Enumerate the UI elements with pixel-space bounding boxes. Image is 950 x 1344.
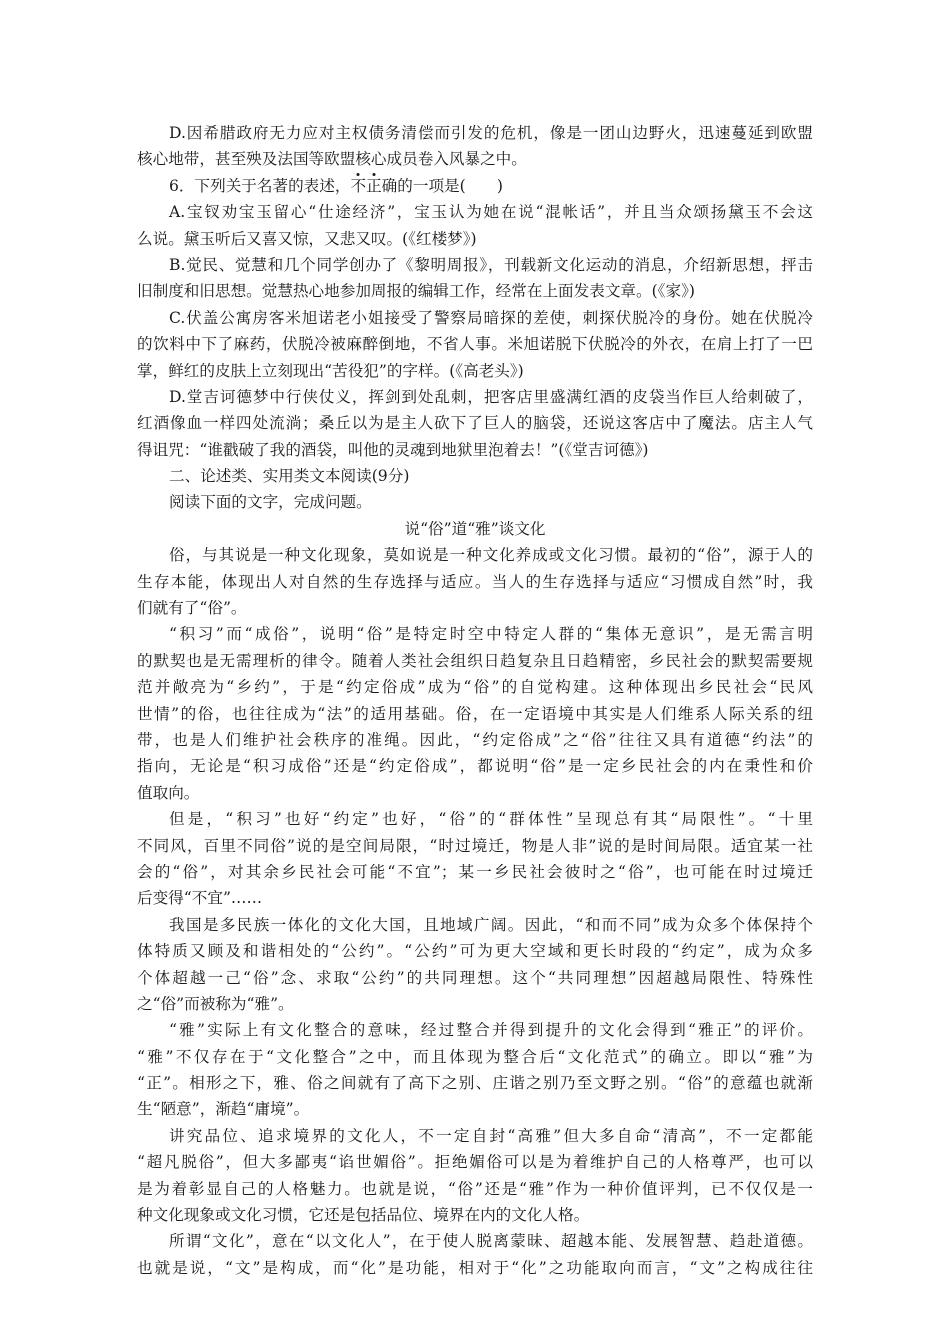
q6-option-c [137, 305, 813, 384]
text-line: 得诅咒：“谁戳破了我的酒袋，叫他的灵魂到地狱里泡着去！”(《堂吉诃德》) [137, 440, 649, 459]
text-line: 体特质又顾及和谐相处的“公约”。“公约”可为更大空域和更长时段的“约定”，成为众多 [137, 942, 813, 961]
article-title: 说“俗”道“雅”谈文化 [404, 519, 546, 538]
section-heading: 二、论述类、实用类文本阅读(9分) [169, 467, 410, 486]
q6-option-b [137, 252, 813, 305]
text-line: 么说。黛玉听后又喜又惊，又悲又叹。(《红楼梦》) [137, 229, 477, 248]
text-line: “积习”而“成俗”，说明“俗”是特定时空中特定人群的“集体无意识”，是无需言明 [169, 625, 813, 644]
text-line: 旧制度和旧思想。觉慧热心地参加周报的编辑工作，经常在上面发表文章。(《家》) [137, 282, 695, 301]
article-paragraph [137, 806, 813, 912]
text-line: “正”。相形之下，雅、俗之间就有了高下之别、庄谐之别乃至文野之别。“俗”的意蕴也就渐 [137, 1074, 813, 1093]
text-line: 值取向。 [137, 783, 200, 802]
text-line: 的默契也是无需理析的律令。随着人类社会组织日趋复杂且日趋精密，乡民社会的默契需要规 [137, 651, 813, 670]
text-line: D.堂吉诃德梦中行侠仗义，挥剑到处乱刺，把客店里盛满红酒的皮袋当作巨人给刺破了， [169, 387, 813, 406]
emphasis-dot-char: 正 [366, 176, 382, 195]
text-line: A.宝钗劝宝玉留心“仕途经济”，宝玉认为她在说“混帐话”，并且当众颂扬黛玉不会这 [169, 203, 813, 222]
text-line: 生存本能，体现出人对自然的生存选择与适应。当人的生存选择与适应“习惯成自然”时，我 [137, 572, 813, 591]
article-paragraph [137, 912, 813, 1018]
article-paragraph [137, 1123, 813, 1229]
q5-option-d [137, 120, 813, 173]
text-line: C.伏盖公寓房客米旭诺老小姐接受了警察局暗探的差使，刺探伏脱冷的身份。她在伏脱冷 [169, 308, 813, 327]
text-line: D.因希腊政府无力应对主权债务清偿而引发的危机，像是一团山边野火，迅速蔓延到欧盟 [169, 124, 813, 142]
text-line: 之“俗”而被称为“雅”。 [137, 994, 294, 1013]
text-line: 我国是多民族一体化的文化大国，且地域广阔。因此，“和而不同”成为众多个体保持个 [169, 915, 813, 934]
text-line: 后变得“不宜”…… [137, 889, 263, 908]
text-line: 核心地带，甚至殃及法国等欧盟核心成员卷入风暴之中。 [137, 150, 527, 169]
text-line: 是为着彰显自己的人格魅力。也就是说，“俗”还是“雅”作为一种价值评判，已不仅仅是一 [137, 1179, 813, 1198]
text-line: 红酒像血一样四处流淌；桑丘以为是主人砍下了巨人的脑袋，还说这客店中了魔法。店主人气 [137, 414, 813, 433]
text-line: 不同风，百里不同俗”说的是空间局限，“时过境迁，物是人非”说的是时间局限。适宜某一社 [137, 836, 813, 855]
text-line: 带，也是人们维护社会秩序的准绳。因此，“约定俗成”之“俗”往往又具有道德“约法”的 [137, 730, 813, 749]
text-line: 种文化现象或文化习惯，它还是包括品位、境界在内的文化人格。 [137, 1206, 590, 1225]
text-line: 世情”的俗，也往往成为“法”的适用基础。俗，在一定语境中其实是人们维系人际关系的纽 [137, 704, 813, 723]
q6-option-a [137, 199, 813, 252]
text-line: “雅”不仅存在于“文化整合”之中，而且体现为整合后“文化范式”的确立。即以“雅”为 [137, 1047, 813, 1066]
text-line: 个体超越一己“俗”念、求取“公约”的共同理想。这个“共同理想”因超越局限性、特殊性 [137, 968, 813, 987]
text-line: 讲究品位、追求境界的文化人，不一定自封“高雅”但大多自命“清高”，不一定都能 [169, 1126, 813, 1145]
text-line: 俗，与其说是一种文化现象，莫如说是一种文化养成或文化习惯。最初的“俗”，源于人的 [169, 546, 813, 565]
text-line: 们就有了“俗”。 [137, 599, 247, 618]
article-paragraph [137, 621, 813, 806]
text-line: 会的“俗”，对其余乡民社会可能“不宜”；某一乡民社会彼时之“俗”，也可能在时过境迁 [137, 862, 813, 881]
article-paragraph [137, 1228, 813, 1281]
q6-stem-text: 6．下列关于名著的表述， [169, 176, 351, 195]
q6-option-d [137, 384, 813, 463]
text-line: 但是，“积习”也好“约定”也好，“俗”的“群体性”呈现总有其“局限性”。“十里 [169, 810, 813, 829]
text-line: 掌，鲜红的皮肤上立刻现出“苦役犯”的字样。(《高老头》) [137, 361, 524, 380]
q6-stem [137, 173, 813, 199]
text-line: 也就是说，“文”是构成，而“化”是功能，相对于“化”之功能取向而言，“文”之构成往往 [137, 1258, 813, 1277]
article-paragraph [137, 1017, 813, 1123]
emphasis-dot-char: 不 [350, 176, 367, 195]
text-line: 范并敞亮为“乡约”，于是“约定俗成”成为“俗”的自觉构建。这种体现出乡民社会“民风 [137, 678, 813, 697]
text-line: 生“陋意”，渐趋“庸境”。 [137, 1100, 310, 1119]
text-line: B.觉民、觉慧和几个同学创办了《黎明周报》，刊载新文化运动的消息，介绍新思想，抨击 [169, 255, 813, 274]
text-line: 指向，无论是“积习成俗”还是“约定俗成”，都说明“俗”是一定乡民社会的内在秉性和价 [137, 757, 813, 776]
section-instruction: 阅读下面的文字，完成问题。 [169, 493, 372, 512]
text-line: “雅”实际上有文化整合的意味，经过整合并得到提升的文化会得到“雅正”的评价。 [169, 1021, 813, 1040]
text-line: “超凡脱俗”，但大多鄙夷“谄世媚俗”。拒绝媚俗可以是为着维护自己的人格尊严，也可以 [137, 1153, 813, 1172]
article-paragraph [137, 542, 813, 621]
page-content [137, 120, 813, 1281]
q6-stem-text: 确的一项是( ) [381, 176, 503, 195]
text-line: 所谓“文化”，意在“以文化人”，在于使人脱离蒙昧、超越本能、发展智慧、趋赴道德。 [169, 1232, 813, 1251]
text-line: 的饮料中下了麻药，伏脱冷被麻醉倒地，不省人事。米旭诺脱下伏脱冷的外衣，在肩上打了一巴 [137, 335, 813, 354]
